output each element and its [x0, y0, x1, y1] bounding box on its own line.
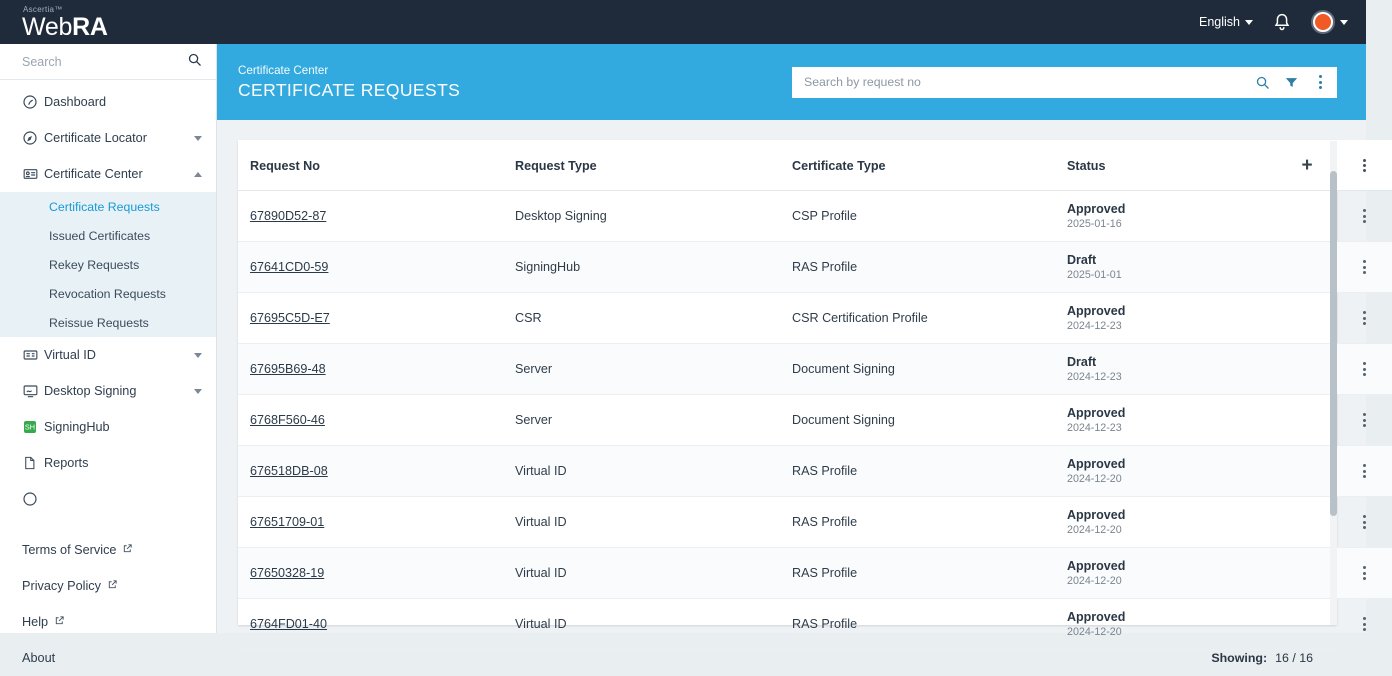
sidebar-item-label: Virtual ID	[44, 348, 96, 362]
row-more-vertical-icon[interactable]	[1358, 361, 1372, 377]
cell-request-type: Virtual ID	[515, 599, 792, 650]
cell-status	[1067, 242, 1277, 293]
table-row[interactable]	[238, 293, 1392, 344]
status-date: 2025-01-01	[1067, 269, 1122, 281]
sidebar-item-certificate-locator[interactable]	[0, 120, 216, 156]
sidebar-footer-label: About	[22, 651, 56, 665]
sidebar-item-virtual-id[interactable]	[0, 337, 216, 373]
table-row[interactable]	[238, 191, 1392, 242]
status-badge: Approved	[1067, 610, 1126, 624]
column-header-add	[1277, 140, 1337, 191]
cell-status	[1067, 548, 1277, 599]
table-footer	[238, 650, 1337, 665]
cell-status	[1067, 191, 1277, 242]
compass-icon	[22, 130, 44, 146]
page-title: CERTIFICATE REQUESTS	[238, 79, 461, 100]
sidebar-item-desktop-signing[interactable]	[0, 373, 216, 409]
request-search-box[interactable]	[792, 67, 1337, 98]
column-header-request-type[interactable]: Request Type	[515, 140, 792, 191]
status-badge: Approved	[1067, 559, 1126, 573]
column-header-actions	[1337, 140, 1392, 191]
status-date: 2024-12-23	[1067, 320, 1122, 332]
request-no-link[interactable]: 676518DB-08	[250, 464, 328, 478]
search-request-input[interactable]	[804, 75, 1241, 89]
cell-request-type: Virtual ID	[515, 446, 792, 497]
certificate-center-submenu	[0, 192, 216, 337]
cell-request-type: Server	[515, 395, 792, 446]
status-date: 2024-12-20	[1067, 524, 1122, 536]
table-scrollbar[interactable]	[1330, 141, 1337, 625]
cell-certificate-type: RAS Profile	[792, 497, 1067, 548]
showing-label: Showing:	[1211, 651, 1268, 665]
cell-request-type: CSR	[515, 293, 792, 344]
dashboard-icon	[22, 94, 44, 110]
cell-certificate-type: Document Signing	[792, 344, 1067, 395]
main-content	[217, 44, 1366, 665]
sidebar-item-certificate-center[interactable]	[0, 156, 216, 192]
external-link-icon	[107, 579, 118, 593]
table-row[interactable]	[238, 395, 1392, 446]
cell-certificate-type: RAS Profile	[792, 548, 1067, 599]
table-row[interactable]	[238, 242, 1392, 293]
add-request-button[interactable]: +	[1301, 155, 1313, 176]
table-more-vertical-icon[interactable]	[1358, 158, 1372, 174]
sidebar-footer-label: Terms of Service	[22, 543, 117, 557]
status-date: 2024-12-20	[1067, 626, 1122, 638]
status-badge: Approved	[1067, 406, 1126, 420]
sidebar-item-rekey-requests[interactable]	[0, 250, 216, 279]
table-row[interactable]	[238, 344, 1392, 395]
sidebar-item-privacy-policy[interactable]	[0, 568, 216, 604]
brand-logo[interactable]	[0, 0, 217, 44]
language-selector[interactable]	[1199, 15, 1253, 29]
sidebar-item-terms-of-service[interactable]	[0, 532, 216, 568]
request-no-link[interactable]: 67650328-19	[250, 566, 325, 580]
request-no-link[interactable]: 67651709-01	[250, 515, 325, 529]
cell-certificate-type: Document Signing	[792, 395, 1067, 446]
sidebar-item-reports[interactable]	[0, 445, 216, 481]
table-row[interactable]	[238, 446, 1392, 497]
certificate-requests-table	[238, 140, 1392, 650]
chevron-up-icon[interactable]	[194, 172, 202, 177]
sidebar-item-label: Reports	[44, 456, 89, 470]
column-header-status[interactable]: Status	[1067, 140, 1277, 191]
status-badge: Draft	[1067, 355, 1097, 369]
avatar	[1311, 10, 1335, 34]
filter-icon[interactable]	[1284, 75, 1299, 90]
status-date: 2024-12-20	[1067, 473, 1122, 485]
sidebar-item-label: Certificate Center	[44, 167, 143, 181]
brand-wordmark	[22, 13, 108, 42]
cell-certificate-type: RAS Profile	[792, 446, 1067, 497]
showing-count: 16 / 16	[1275, 651, 1313, 665]
chevron-down-icon[interactable]	[194, 389, 202, 394]
row-more-vertical-icon[interactable]	[1358, 565, 1372, 581]
language-label: English	[1199, 15, 1240, 29]
breadcrumb: Certificate Center	[238, 63, 329, 77]
cell-request-type: SigningHub	[515, 242, 792, 293]
status-badge: Approved	[1067, 202, 1126, 216]
status-date: 2024-12-20	[1067, 575, 1122, 587]
cell-certificate-type: CSR Certification Profile	[792, 293, 1067, 344]
request-no-link[interactable]: 6768F560-46	[250, 413, 325, 427]
cell-status	[1067, 446, 1277, 497]
cell-certificate-type: CSP Profile	[792, 191, 1067, 242]
column-header-certificate-type[interactable]: Certificate Type	[792, 140, 1067, 191]
reports-icon	[22, 455, 44, 471]
signinghub-icon	[22, 419, 44, 435]
cell-status	[1067, 395, 1277, 446]
requests-card	[238, 140, 1337, 665]
table-scrollbar-thumb[interactable]	[1330, 171, 1337, 516]
status-date: 2025-01-16	[1067, 218, 1122, 230]
notification-bell-icon[interactable]	[1271, 11, 1293, 33]
table-body	[238, 191, 1392, 650]
cell-status	[1067, 497, 1277, 548]
row-more-vertical-icon[interactable]	[1358, 259, 1372, 275]
sidebar-item-label: Certificate Locator	[44, 131, 147, 145]
page-titles	[238, 64, 460, 101]
row-more-vertical-icon[interactable]	[1358, 310, 1372, 326]
page-header	[217, 44, 1366, 120]
status-badge: Draft	[1067, 253, 1097, 267]
cell-request-type: Desktop Signing	[515, 191, 792, 242]
user-menu[interactable]	[1311, 10, 1348, 34]
circle-icon	[22, 491, 44, 507]
row-more-vertical-icon[interactable]	[1358, 412, 1372, 428]
chevron-down-icon	[1245, 20, 1253, 25]
sidebar-item-issued-certificates[interactable]	[0, 221, 216, 250]
cell-request-type: Virtual ID	[515, 548, 792, 599]
sidebar-footer-label: Help	[22, 615, 49, 629]
sidebar-item-signinghub[interactable]	[0, 409, 216, 445]
cell-request-type: Server	[515, 344, 792, 395]
sidebar-item-revocation-requests[interactable]	[0, 279, 216, 308]
top-navigation-bar	[0, 0, 1366, 44]
status-badge: Approved	[1067, 457, 1126, 471]
brand-web-text: Web	[22, 13, 73, 41]
virtual-id-icon	[22, 347, 44, 363]
certificate-icon	[22, 166, 44, 182]
sidebar-item-about[interactable]	[0, 640, 216, 676]
status-date: 2024-12-23	[1067, 422, 1122, 434]
cell-status	[1067, 599, 1277, 650]
sidebar-item-label: Desktop Signing	[44, 384, 137, 398]
more-vertical-icon[interactable]	[1313, 74, 1327, 90]
row-more-vertical-icon[interactable]	[1358, 514, 1372, 530]
chevron-down-icon[interactable]	[194, 136, 202, 141]
request-no-link[interactable]: 67641CD0-59	[250, 260, 329, 274]
chevron-down-icon	[1340, 20, 1348, 25]
cell-request-type: Virtual ID	[515, 497, 792, 548]
table-header	[238, 140, 1392, 191]
brand-superscript: Ascertia™	[23, 5, 63, 14]
sidebar-item-help[interactable]	[0, 604, 216, 640]
sidebar-search[interactable]	[0, 44, 216, 80]
sidebar-subitem-label: Issued Certificates	[49, 228, 151, 243]
svg-text:SH: SH	[24, 422, 36, 432]
sidebar-subitem-label: Reissue Requests	[49, 315, 149, 330]
column-header-request-no[interactable]: Request No	[238, 140, 515, 191]
request-no-link[interactable]: 6764FD01-40	[250, 617, 328, 631]
cell-status	[1067, 344, 1277, 395]
table-row[interactable]	[238, 548, 1392, 599]
external-link-icon	[54, 615, 65, 629]
sidebar-subitem-label: Certificate Requests	[49, 199, 160, 214]
cell-certificate-type: RAS Profile	[792, 242, 1067, 293]
external-link-icon	[122, 543, 133, 557]
search-icon[interactable]	[187, 52, 202, 72]
sidebar-item-label: SigningHub	[44, 420, 110, 434]
desktop-signing-icon	[22, 383, 44, 399]
table-row[interactable]	[238, 599, 1392, 650]
status-badge: Approved	[1067, 304, 1126, 318]
request-no-link[interactable]: 67890D52-87	[250, 209, 327, 223]
row-more-vertical-icon[interactable]	[1358, 208, 1372, 224]
sidebar-item-reissue-requests[interactable]	[0, 308, 216, 337]
row-more-vertical-icon[interactable]	[1358, 616, 1372, 632]
request-no-link[interactable]: 67695B69-48	[250, 362, 326, 376]
search-input[interactable]	[22, 55, 187, 69]
sidebar-footer	[0, 532, 216, 676]
chevron-down-icon[interactable]	[194, 353, 202, 358]
sidebar-footer-label: Privacy Policy	[22, 579, 101, 593]
sidebar-subitem-label: Revocation Requests	[49, 286, 166, 301]
sidebar-scroll-fade	[0, 512, 216, 534]
sidebar-item-label: Dashboard	[44, 95, 107, 109]
search-icon[interactable]	[1255, 75, 1270, 90]
sidebar-nav	[0, 80, 216, 517]
row-more-vertical-icon[interactable]	[1358, 463, 1372, 479]
sidebar-item-certificate-requests[interactable]	[0, 192, 216, 221]
status-badge: Approved	[1067, 508, 1126, 522]
table-row[interactable]	[238, 497, 1392, 548]
sidebar-item-dashboard[interactable]	[0, 84, 216, 120]
status-date: 2024-12-23	[1067, 371, 1122, 383]
sidebar	[0, 44, 217, 665]
avatar-image	[1315, 14, 1331, 30]
cell-status	[1067, 293, 1277, 344]
sidebar-subitem-label: Rekey Requests	[49, 257, 140, 272]
topbar-actions	[1199, 0, 1366, 44]
cell-certificate-type: RAS Profile	[792, 599, 1067, 650]
request-no-link[interactable]: 67695C5D-E7	[250, 311, 330, 325]
brand-ra-text: RA	[72, 13, 108, 41]
